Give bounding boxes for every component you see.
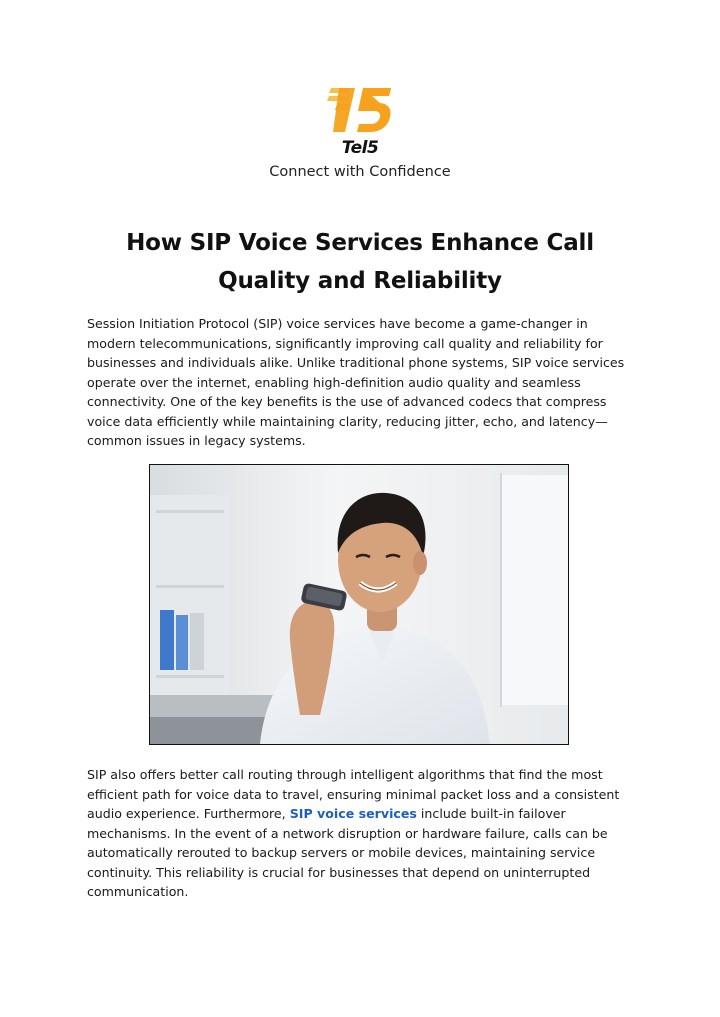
failover-paragraph	[87, 765, 635, 902]
brand-tagline: Connect with Confidence	[269, 164, 451, 180]
brand-name: Tel5	[341, 138, 379, 158]
failover-paragraph-text-start: SIP also offers better call routing through intelligent algorithms that find the most efficient path for voice data to travel, ensuring minimal packet loss and a consistent audio experience. Furthermore,	[87, 767, 620, 821]
tel5-logo-mark	[325, 84, 395, 136]
photo-illustration	[150, 465, 568, 744]
sip-voice-services-link[interactable]: SIP voice services	[289, 806, 417, 821]
intro-paragraph: Session Initiation Protocol (SIP) voice services have become a game-changer in modern telecommunications, significantly improving call quality and reliability for businesses and individuals alike. Unlike traditional phone systems, SIP voice services operate over the internet, enabling high-definition audio quality and seamless connectivity. One of the key benefits is the use of advanced codecs that compress voice data efficiently while maintaining clarity, reducing jitter, echo, and latency—common issues in legacy systems.	[87, 316, 625, 448]
article-title-line-2: Quality and Reliability	[218, 268, 502, 294]
tel5-logo	[0, 84, 720, 181]
article-title	[60, 224, 660, 300]
article-title-line-1: How SIP Voice Services Enhance Call	[126, 230, 594, 256]
failover-paragraph-text-end: include built-in failover mechanisms. In the event of a network disruption or hardware failure, calls can be automatically rerouted to backup servers or mobile devices, maintaining service continuity. This reliability is crucial for businesses that depend on uninterrupted communication.	[87, 806, 608, 899]
man-on-phone-photo	[149, 464, 569, 745]
